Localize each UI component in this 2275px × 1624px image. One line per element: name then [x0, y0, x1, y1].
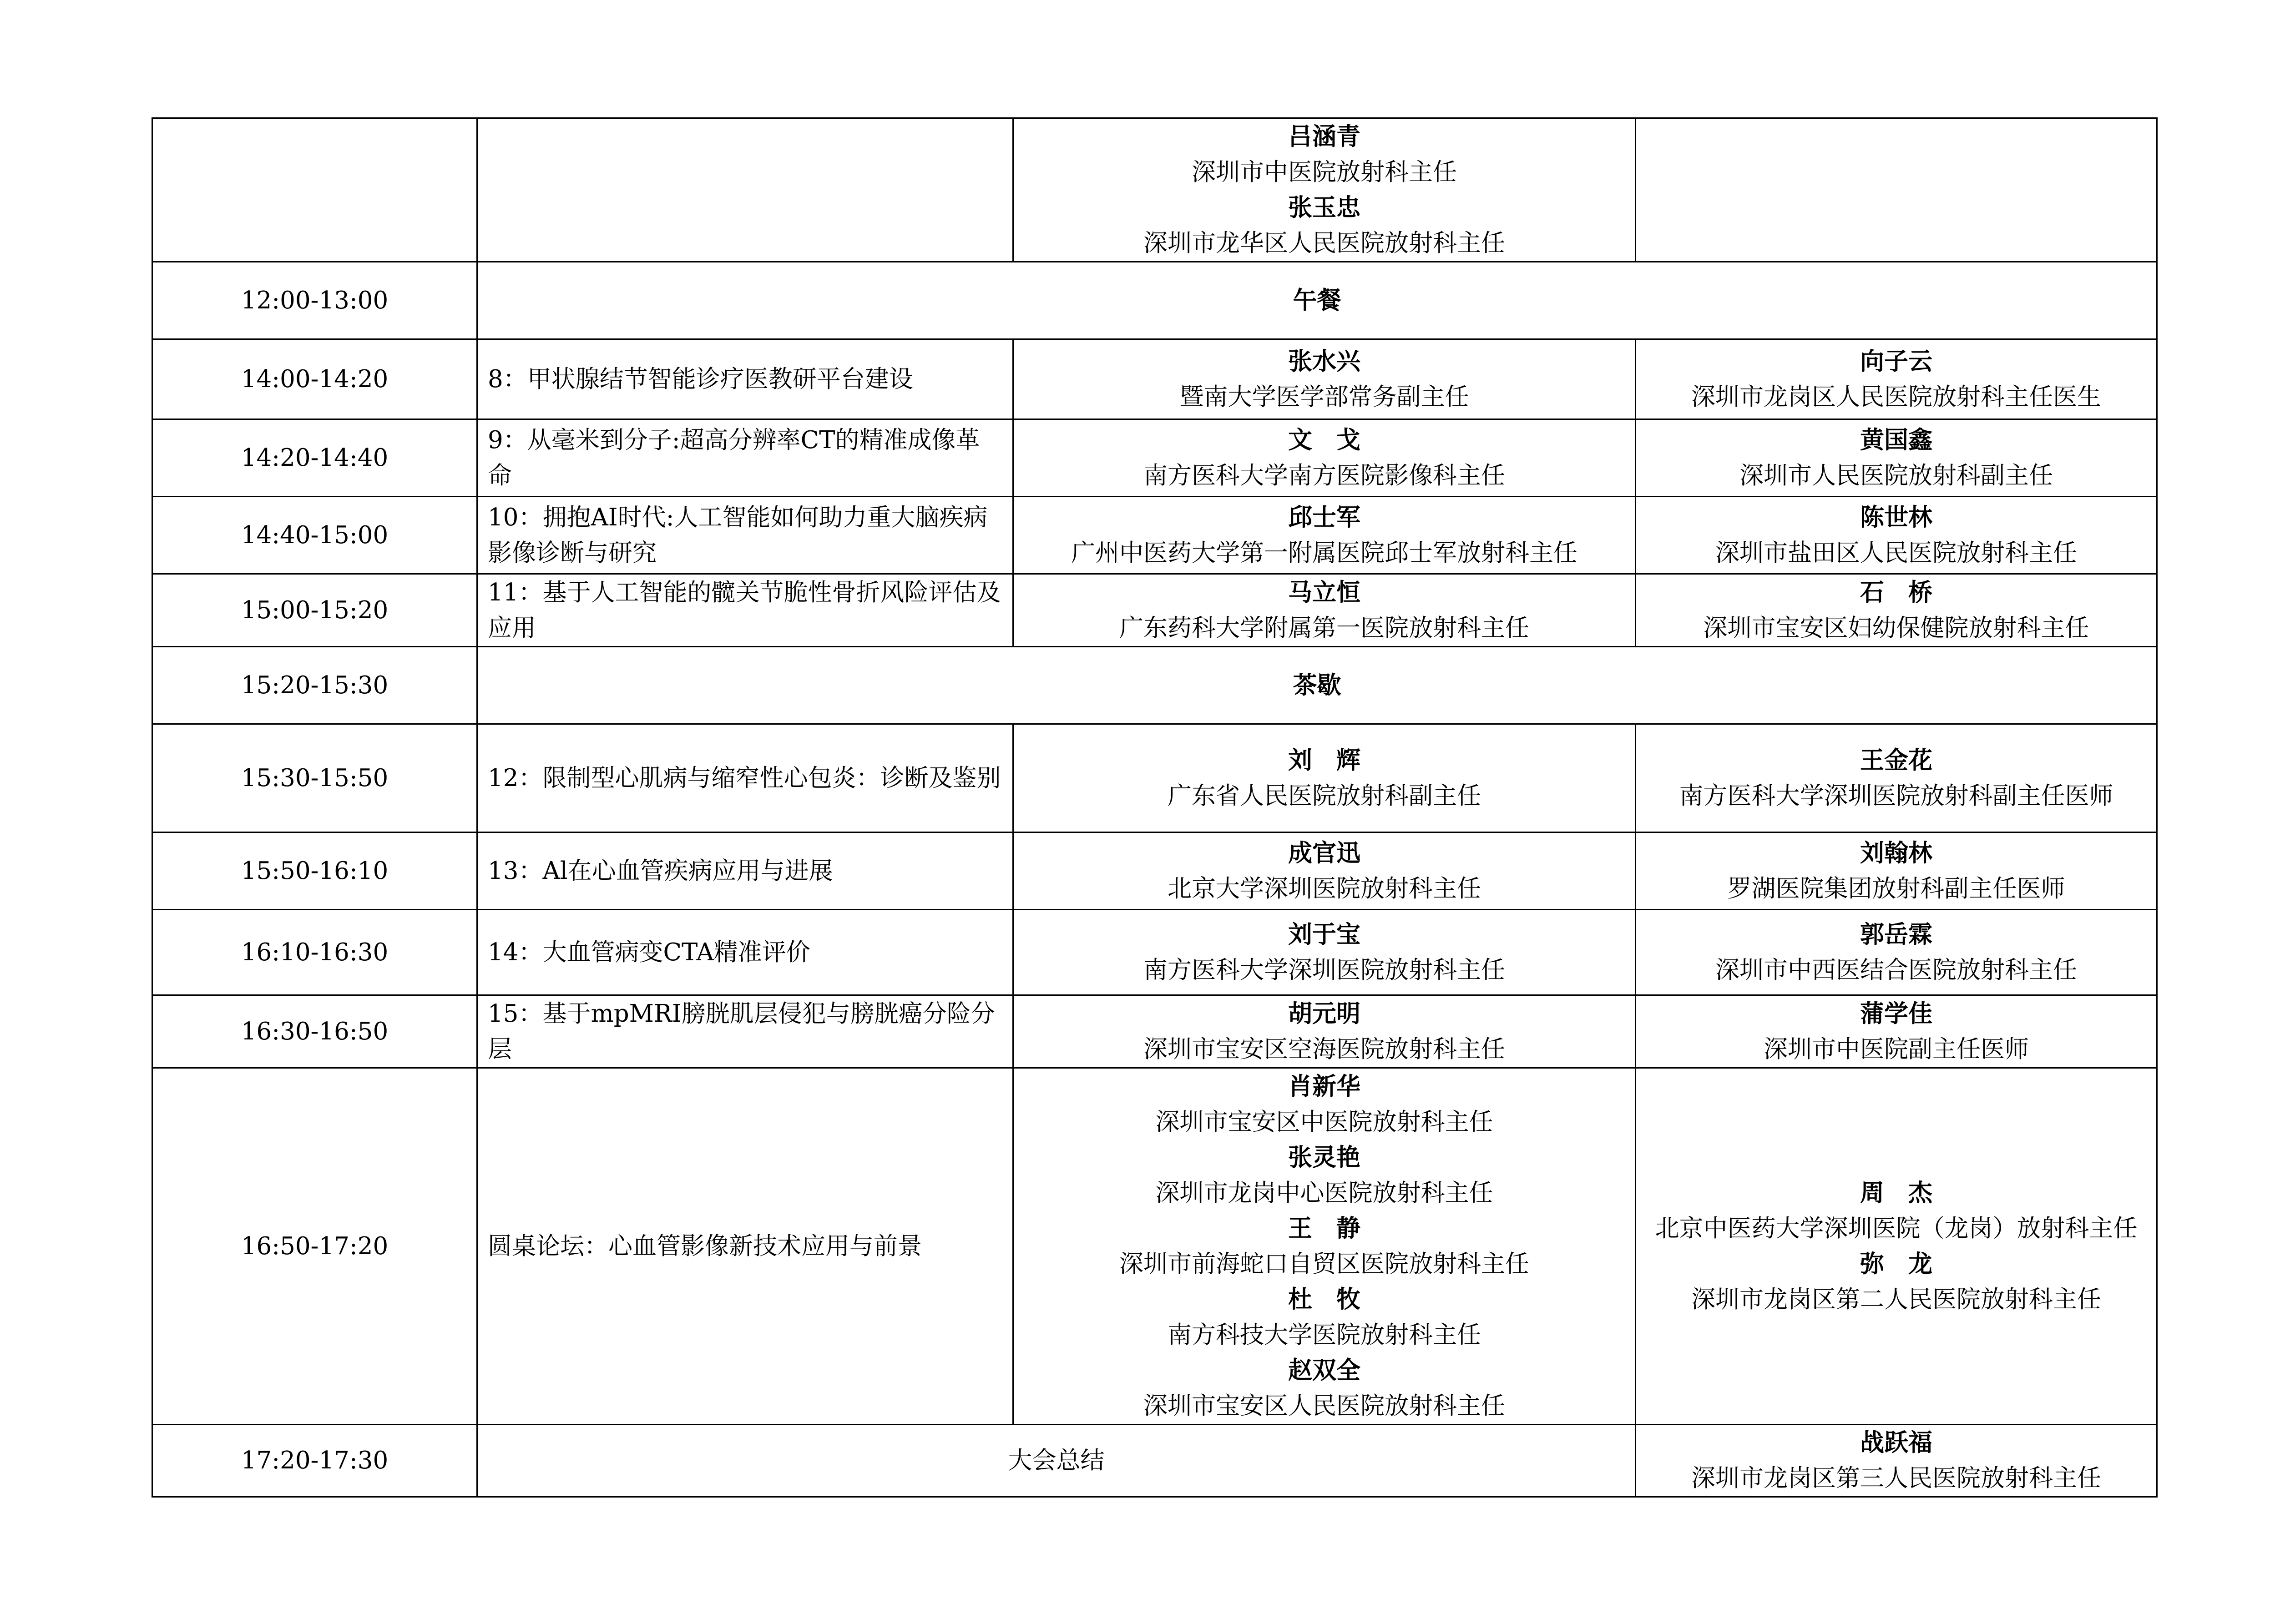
person-title: 深圳市中西医结合医院放射科主任: [1715, 956, 2077, 984]
person-name: 刘于宝: [1288, 920, 1360, 948]
topic-cell: 10：拥抱AI时代:人工智能如何助力重大脑疾病影像诊断与研究: [477, 497, 1013, 574]
person-name: 张灵艳: [1288, 1143, 1360, 1171]
chair-cell: [1636, 724, 2157, 832]
agenda-table: [152, 117, 2158, 1498]
agenda-row: [152, 832, 2157, 910]
topic-cell: 圆桌论坛：心血管影像新技术应用与前景: [477, 1068, 1013, 1425]
topic-cell: 11：基于人工智能的髋关节脆性骨折风险评估及应用: [477, 574, 1013, 647]
agenda-body: [152, 118, 2157, 1497]
speaker-cell: [1013, 419, 1636, 497]
person-title: 暨南大学医学部常务副主任: [1179, 383, 1469, 411]
person-title: 南方医科大学深圳医院放射科主任: [1143, 956, 1505, 984]
topic-cell: 14：大血管病变CTA精准评价: [477, 910, 1013, 995]
chair-cell: [1636, 339, 2157, 419]
person-title: 深圳市盐田区人民医院放射科主任: [1715, 539, 2077, 567]
person-name: 赵双全: [1288, 1356, 1360, 1384]
person-title: 广东药科大学附属第一医院放射科主任: [1119, 614, 1529, 642]
time-cell: 14:00-14:20: [152, 339, 477, 419]
person-name: 刘翰林: [1860, 839, 1932, 867]
person-title: 深圳市人民医院放射科副主任: [1739, 461, 2053, 489]
person-name: 刘 辉: [1288, 746, 1360, 774]
time-cell: 12:00-13:00: [152, 262, 477, 339]
time-cell: 15:20-15:30: [152, 647, 477, 724]
speaker-cell: [1013, 118, 1636, 262]
person-name: 周 杰: [1860, 1179, 1932, 1207]
person-title: 广州中医药大学第一附属医院邱士军放射科主任: [1071, 539, 1577, 567]
chair-cell: [1636, 832, 2157, 910]
person-name: 肖新华: [1288, 1072, 1360, 1100]
person-title: 深圳市龙岗区第三人民医院放射科主任: [1691, 1464, 2101, 1492]
topic-cell: 13：Al在心血管疾病应用与进展: [477, 832, 1013, 910]
person-title: 南方医科大学南方医院影像科主任: [1143, 461, 1505, 489]
person-title: 北京中医药大学深圳医院（龙岗）放射科主任: [1655, 1214, 2138, 1242]
person-name: 郭岳霖: [1860, 920, 1932, 948]
person-name: 胡元明: [1288, 999, 1360, 1028]
agenda-row: [152, 995, 2157, 1068]
agenda-row: [152, 339, 2157, 419]
person-title: 广东省人民医院放射科副主任: [1168, 782, 1481, 810]
chair-cell: [1636, 995, 2157, 1068]
time-cell: 17:20-17:30: [152, 1425, 477, 1497]
break-cell: 茶歇: [477, 647, 2157, 724]
topic-cell: 9：从毫米到分子:超高分辨率CT的精准成像革命: [477, 419, 1013, 497]
person-title: 深圳市宝安区人民医院放射科主任: [1143, 1392, 1505, 1420]
person-title: 深圳市宝安区中医院放射科主任: [1155, 1108, 1493, 1136]
agenda-row: [152, 910, 2157, 995]
person-name: 蒲学佳: [1860, 999, 1932, 1028]
person-title: 深圳市前海蛇口自贸区医院放射科主任: [1119, 1250, 1529, 1278]
time-cell: 15:50-16:10: [152, 832, 477, 910]
person-title: 深圳市龙岗中心医院放射科主任: [1155, 1179, 1493, 1207]
person-name: 王 静: [1288, 1214, 1360, 1242]
person-title: 深圳市宝安区妇幼保健院放射科主任: [1703, 614, 2089, 642]
topic-cell: 8：甲状腺结节智能诊疗医教研平台建设: [477, 339, 1013, 419]
agenda-row: [152, 1425, 2157, 1497]
speaker-cell: [1013, 995, 1636, 1068]
speaker-cell: [1013, 910, 1636, 995]
time-cell: 15:00-15:20: [152, 574, 477, 647]
time-cell: 16:50-17:20: [152, 1068, 477, 1425]
person-name: 成官迅: [1288, 839, 1360, 867]
speaker-cell: [1013, 724, 1636, 832]
person-title: 深圳市龙华区人民医院放射科主任: [1143, 229, 1505, 257]
person-name: 张玉忠: [1288, 193, 1360, 222]
speaker-cell: [1013, 1068, 1636, 1425]
person-name: 王金花: [1860, 746, 1932, 774]
person-title: 南方医科大学深圳医院放射科副主任医师: [1679, 782, 2113, 810]
speaker-cell: [1013, 497, 1636, 574]
speaker-cell: [1013, 574, 1636, 647]
person-title: 深圳市宝安区空海医院放射科主任: [1143, 1035, 1505, 1063]
agenda-row: [152, 262, 2157, 339]
chair-cell: [1636, 1068, 2157, 1425]
person-name: 文 戈: [1288, 426, 1360, 454]
topic-cell: [477, 118, 1013, 262]
person-title: 深圳市中医院放射科主任: [1192, 158, 1457, 186]
person-title: 北京大学深圳医院放射科主任: [1168, 874, 1481, 903]
person-name: 黄国鑫: [1860, 426, 1932, 454]
person-name: 邱士军: [1288, 503, 1360, 531]
person-name: 马立恒: [1288, 578, 1360, 606]
person-title: 深圳市中医院副主任医师: [1764, 1035, 2029, 1063]
chair-cell: [1636, 910, 2157, 995]
person-name: 张水兴: [1288, 347, 1360, 375]
person-name: 陈世林: [1860, 503, 1932, 531]
agenda-row: [152, 574, 2157, 647]
time-cell: 14:20-14:40: [152, 419, 477, 497]
time-cell: 14:40-15:00: [152, 497, 477, 574]
agenda-row: [152, 724, 2157, 832]
time-cell: 16:10-16:30: [152, 910, 477, 995]
time-cell: 16:30-16:50: [152, 995, 477, 1068]
agenda-row: [152, 118, 2157, 262]
person-title: 深圳市龙岗区第二人民医院放射科主任: [1691, 1285, 2101, 1313]
chair-cell: [1636, 118, 2157, 262]
person-name: 战跃福: [1860, 1429, 1932, 1457]
summary-cell: 大会总结: [477, 1425, 1636, 1497]
person-name: 杜 牧: [1288, 1285, 1360, 1313]
speaker-cell: [1013, 339, 1636, 419]
speaker-cell: [1013, 832, 1636, 910]
chair-cell: [1636, 574, 2157, 647]
person-title: 深圳市龙岗区人民医院放射科主任医生: [1691, 383, 2101, 411]
chair-cell: [1636, 419, 2157, 497]
person-name: 吕涵青: [1288, 122, 1360, 151]
person-title: 罗湖医院集团放射科副主任医师: [1727, 874, 2065, 903]
time-cell: 15:30-15:50: [152, 724, 477, 832]
person-name: 向子云: [1860, 347, 1932, 375]
agenda-row: [152, 1068, 2157, 1425]
agenda-row: [152, 497, 2157, 574]
person-name: 弥 龙: [1860, 1250, 1932, 1278]
agenda-row: [152, 419, 2157, 497]
person-name: 石 桥: [1860, 578, 1932, 606]
topic-cell: 12：限制型心肌病与缩窄性心包炎：诊断及鉴别: [477, 724, 1013, 832]
chair-cell: [1636, 497, 2157, 574]
break-cell: 午餐: [477, 262, 2157, 339]
person-title: 南方科技大学医院放射科主任: [1168, 1321, 1481, 1349]
topic-cell: 15：基于mpMRI膀胱肌层侵犯与膀胱癌分险分层: [477, 995, 1013, 1068]
time-cell: [152, 118, 477, 262]
agenda-row: [152, 647, 2157, 724]
chair-cell: [1636, 1425, 2157, 1497]
